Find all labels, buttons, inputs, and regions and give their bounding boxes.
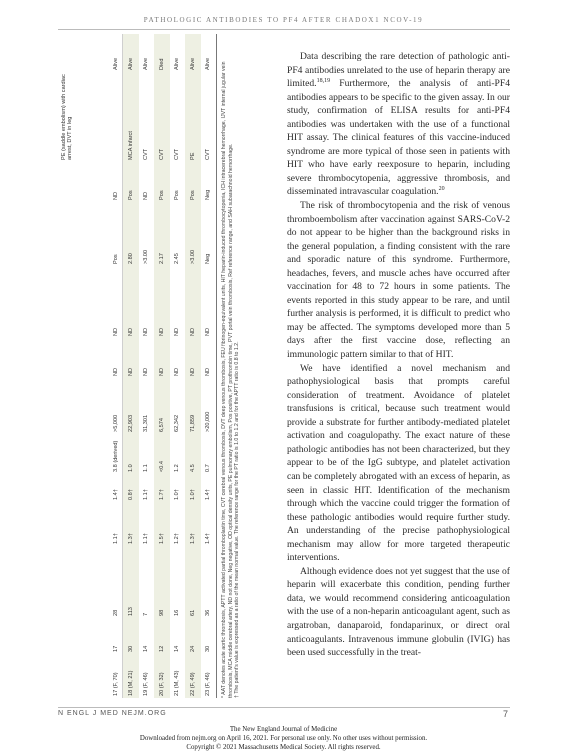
body-text-column (287, 50, 510, 660)
table-cell: >3.00 (185, 202, 201, 266)
table-cell: Died (154, 34, 170, 72)
table-cell: 1.0 (123, 434, 139, 474)
table-cell: PE (185, 72, 201, 162)
table-cell: ND (143, 327, 150, 336)
table-cell: CVT (174, 148, 181, 160)
table-footnote-abbreviations: * AAT denotes acute aortic thrombosis, APTT activated partial thromboplastin time, CVT cerebral venous thrombosis, DVT deep venous thrombosis, FEU fibrinogen-equivalent units, HIT heparin-induced thrombocytopenia, ICH intracerebral hemorrhage, IJVT internal jugular vein thrombosis, MCA middle cerebral artery, ND not done, Neg negative, OD optical density units, PE pulmonary embolism, Pos positive, PT prothrombin time, PVT portal vein thrombosis, Ref reference range, and SAH subarachnoid hemorrhage. (221, 61, 234, 698)
table-cell: PE (saddle embolism) with cardiac arrest, DVT in leg (58, 72, 123, 162)
table-cell: Alive (201, 34, 217, 72)
table-cell: 18 (M, 21) (123, 654, 139, 698)
table-cell: ND (143, 191, 150, 200)
table-cell: CVT (154, 72, 170, 162)
table-cell: ND (58, 338, 123, 378)
table-cell: ND (123, 266, 139, 338)
table-cell: ND (185, 266, 201, 338)
table-cell: Alive (58, 34, 123, 72)
table-cell: ND (201, 266, 217, 338)
table-cell: ND (58, 266, 123, 338)
table-cell: Pos (174, 190, 181, 200)
table-cell: 6,574 (154, 378, 170, 434)
table-cell: 1.2 (174, 464, 181, 472)
table-cell: 61 (185, 546, 201, 618)
table-cell: >3.00 (143, 249, 150, 264)
table-cell: 1.4† (201, 502, 217, 546)
table-cell: 22,903 (123, 378, 139, 434)
paragraph-1-text-a: Data describing the rare detection of pathologic anti-PF4 antibodies unrelated to the use of heparin therapy are limited. (287, 51, 510, 90)
table-cell: 28 (58, 546, 123, 618)
table-cell: Alive (185, 34, 201, 72)
table-cell: 2.17 (154, 202, 170, 266)
table-cell: 17 (F, 70) (58, 654, 123, 698)
journal-name-line: The New England Journal of Medicine (229, 726, 338, 733)
footer-divider (58, 707, 510, 708)
table-footnote-ratio: † The patient’s value is expressed as a ratio of the mean normal value. The reference range for the PT ratio is 1.0 to 1.2 and for the APTT ratio is 0.8 to 1.2. (234, 341, 241, 698)
table-row (139, 34, 155, 698)
header-divider (58, 29, 510, 30)
table-cell: 24 (185, 618, 201, 654)
table-cell: 21 (M, 43) (174, 670, 181, 696)
table-cell: Neg (201, 162, 217, 202)
table-cell: 23 (F, 46) (201, 654, 217, 698)
table-cell: ND (154, 338, 170, 378)
table-cell: 19 (F, 46) (143, 672, 150, 696)
table-cell: ND (174, 327, 181, 336)
table-cell: ND (123, 338, 139, 378)
table-cell: 0.8† (123, 474, 139, 502)
table-cell: 1.3† (185, 502, 201, 546)
citation-superscript: 20 (438, 186, 445, 193)
table-footnotes (217, 34, 241, 698)
table-cell: 17 (58, 618, 123, 654)
paragraph-3: We have identified a novel mechanism and pathophysiological basis that prompts careful consideration of treatment. Avoidance of platelet transfusions is critical, because such treatment would provide a substrate for further antibody-mediated platelet activation and coagulopathy. The exact nature of these pathologic antibodies has not been characterized, but they appear to be of the IgG subtype, and platelet activation can be completely abrogated with an excess of heparin, as seen in classic HIT. Identification of the mechanism through which the vaccine could trigger the formation of these pathologic antibodies would require further study. An understanding of the precise pathophysiological mechanism may allow for more targeted therapeutic interventions. (287, 362, 510, 564)
table-cell: Alive (174, 57, 181, 70)
table-cell: 113 (123, 546, 139, 618)
copyright-line: Copyright © 2021 Massachusetts Medical Society. All rights reserved. (186, 744, 381, 751)
journal-footer: N ENGL J MED NEJM.ORG (58, 710, 167, 717)
table-row (185, 34, 201, 698)
case-table-body (58, 34, 217, 698)
table-cell: Pos (58, 202, 123, 266)
table-cell: 62,342 (174, 414, 181, 432)
table-cell: 1.0† (185, 474, 201, 502)
table-row (201, 34, 217, 698)
table-cell: 12 (154, 618, 170, 654)
paragraph-1 (287, 50, 510, 199)
table-cell: 1.0† (174, 489, 181, 500)
table-cell: 1.7† (154, 474, 170, 502)
table-cell: 4.5 (185, 434, 201, 474)
table-cell: ND (58, 162, 123, 202)
table-cell: 20 (F, 32) (154, 654, 170, 698)
table-cell: <0.4 (154, 434, 170, 474)
table-cell: 1.4† (201, 474, 217, 502)
table-cell: 3.8 (derived) (58, 434, 123, 474)
table-cell: Alive (123, 34, 139, 72)
table-cell: 1.3† (123, 502, 139, 546)
table-cell: 14 (143, 645, 150, 652)
table-cell: Pos (154, 162, 170, 202)
table-cell: 1.1† (143, 489, 150, 500)
table-cell: ND (185, 338, 201, 378)
table-cell: 71,859 (185, 378, 201, 434)
table-row (154, 34, 170, 698)
table-cell: >5,000 (58, 378, 123, 434)
table-cell: 1.1† (143, 533, 150, 544)
table-cell: 31,301 (143, 414, 150, 432)
table-row (58, 34, 123, 698)
page-number: 7 (503, 709, 509, 719)
rotated-table-region (58, 34, 270, 698)
table-cell: 14 (174, 645, 181, 652)
table-cell: 1.5† (154, 502, 170, 546)
table-cell: ND (174, 367, 181, 376)
paragraph-1-text-b: Furthermore, the analysis of anti-PF4 antibodies appears to be specific to the given assay. In our study, confirmation of ELISA results for anti-PF4 antibodies was undertaken with the use of a functional HIT assay. The clinical features of this vaccine-induced syndrome are more typical of those seen in patients with HIT who have early reexposure to heparin, including severe thrombocytopenia, aggressive thrombosis, and disseminated intravascular coagulation. (287, 78, 510, 198)
table-cell: 98 (154, 546, 170, 618)
table-cell: 30 (123, 618, 139, 654)
table-cell: 1.1† (58, 502, 123, 546)
table-cell: Pos (185, 162, 201, 202)
table-cell: CVT (143, 148, 150, 160)
table-cell: 1.2† (174, 533, 181, 544)
table-row (123, 34, 139, 698)
case-table (58, 34, 217, 698)
citation-superscript: 18,19 (316, 77, 331, 84)
table-cell: 36 (201, 546, 217, 618)
table-cell: 22 (F, 49) (185, 654, 201, 698)
table-cell: MCA infarct (123, 72, 139, 162)
table-cell: 16 (174, 609, 181, 616)
download-line: Downloaded from nejm.org on April 16, 2021. For personal use only. No other uses without permission. (139, 735, 428, 742)
table-rotated-block (58, 34, 270, 698)
table-cell: 30 (201, 618, 217, 654)
table-cell: ND (154, 266, 170, 338)
table-cell: >20,000 (201, 378, 217, 434)
paragraph-2: The risk of thrombocytopenia and the risk of venous thromboembolism after vaccination against SARS-CoV-2 do not appear to be higher than the background risks in the general population, a finding consistent with the rare and sporadic nature of this syndrome. Furthermore, headaches, fevers, and muscle aches have occurred after vaccination for 48 to 72 hours in some patients. The events reported in this study appear to be rare, and until further analysis is performed, it is difficult to predict who may be affected. The symptoms developed more than 5 days after the first vaccine dose, reflecting an immunologic pattern similar to that of HIT. (287, 200, 510, 361)
table-cell: 0.7 (201, 434, 217, 474)
running-header: PATHOLOGIC ANTIBODIES TO PF4 AFTER CHADOX1 NCOV-19 (143, 16, 424, 24)
table-cell: ND (201, 338, 217, 378)
table-cell: ND (143, 367, 150, 376)
table-cell: Alive (143, 57, 150, 70)
table-cell: 1.1 (143, 464, 150, 472)
download-notice (0, 725, 567, 752)
table-cell: CVT (201, 72, 217, 162)
table-cell: 2.45 (174, 253, 181, 264)
table-cell: Neg (201, 202, 217, 266)
table-cell: Pos (123, 162, 139, 202)
table-cell: 2.80 (123, 202, 139, 266)
table-cell: 1.4† (58, 474, 123, 502)
paragraph-4: Although evidence does not yet suggest that the use of heparin will exacerbate this condition, pending further data, we would recommend considering anticoagulation with the use of a non-heparin anticoagulant agent, such as argatroban, danaparoid, fondaparinux, or direct oral anticoagulants. Intravenous immune globulin (IVIG) has been used successfully in the treat- (287, 565, 510, 659)
table-cell: 7 (143, 612, 150, 616)
table-row (170, 34, 186, 698)
